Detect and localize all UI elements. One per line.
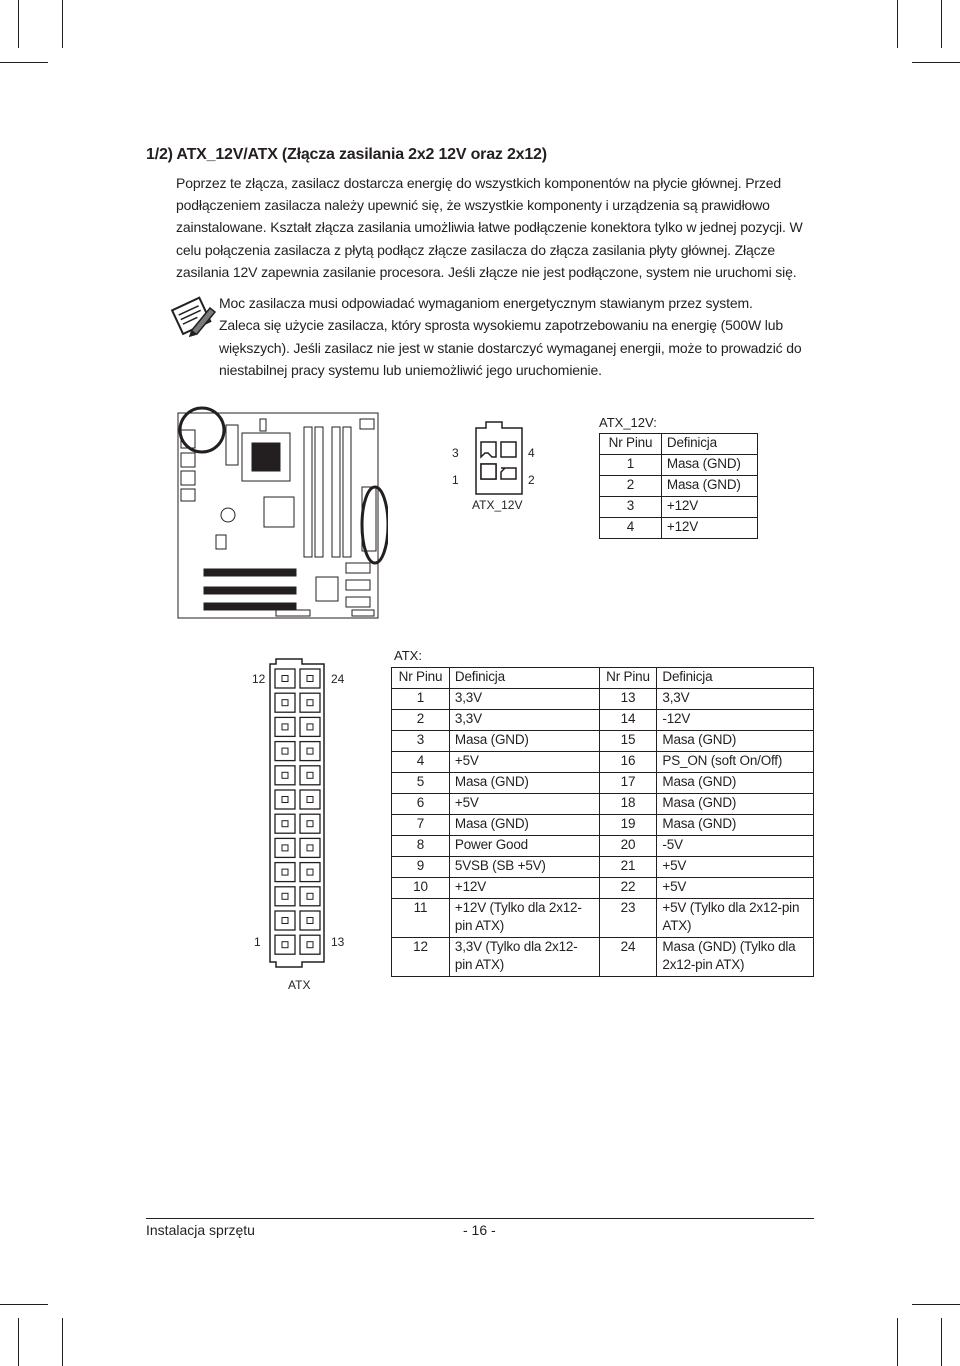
atx-pin	[275, 863, 295, 882]
crop-mark	[18, 1318, 19, 1366]
pin-number: 23	[599, 899, 657, 938]
table-row	[392, 857, 814, 878]
pin-definition: -5V	[657, 836, 814, 857]
pin-number: 2	[392, 710, 450, 731]
crop-mark	[62, 0, 63, 48]
atx-pin-table	[391, 667, 814, 977]
pin-definition: Masa (GND)	[661, 476, 757, 497]
atx-pin-label-13: 13	[331, 935, 345, 949]
atx-pin	[300, 863, 320, 882]
table-row	[392, 794, 814, 815]
pin-definition: 3,3V	[657, 689, 814, 710]
atx12v-pin-table	[599, 433, 758, 539]
atx-pin	[300, 717, 320, 736]
atx-pin	[300, 742, 320, 761]
table-row	[392, 773, 814, 794]
pin-definition: 3,3V	[449, 689, 599, 710]
pin-number: 9	[392, 857, 450, 878]
motherboard-diagram	[176, 405, 388, 625]
atx12v-pin-label-4: 4	[528, 446, 535, 460]
pin-definition: +5V (Tylko dla 2x12-pin ATX)	[657, 899, 814, 938]
pin-definition: Power Good	[449, 836, 599, 857]
pin-number: 7	[392, 815, 450, 836]
table-row	[600, 497, 758, 518]
intro-text	[176, 172, 816, 283]
atx-connector	[248, 655, 348, 995]
atx-pin	[300, 766, 320, 785]
pin-number: 12	[392, 938, 450, 977]
pin-number: 8	[392, 836, 450, 857]
atx-pin	[275, 814, 295, 833]
atx-pin	[300, 838, 320, 857]
header-definition: Definicja	[657, 668, 814, 689]
pin-definition: +5V	[449, 752, 599, 773]
pin-number: 17	[599, 773, 657, 794]
atx-pin-label-1: 1	[254, 935, 261, 949]
atx12v-pin-label-1: 1	[452, 473, 459, 487]
table-row	[392, 899, 814, 938]
table-header-row	[600, 434, 758, 455]
pin-number: 24	[599, 938, 657, 977]
crop-mark	[0, 62, 48, 63]
atx-pin	[275, 887, 295, 906]
pin-number: 1	[392, 689, 450, 710]
table-row	[392, 731, 814, 752]
crop-mark	[941, 1318, 942, 1366]
pin-number: 14	[599, 710, 657, 731]
table-row	[392, 878, 814, 899]
pin-number: 11	[392, 899, 450, 938]
atx12v-connector-outline	[440, 420, 560, 500]
pin-number: 16	[599, 752, 657, 773]
pin-number: 15	[599, 731, 657, 752]
pin-definition: +12V	[661, 518, 757, 539]
table-row	[600, 518, 758, 539]
table-row	[392, 689, 814, 710]
atx-pin	[275, 790, 295, 809]
pin-definition: PS_ON (soft On/Off)	[657, 752, 814, 773]
pin-number: 2	[600, 476, 662, 497]
pin-number: 18	[599, 794, 657, 815]
crop-mark	[62, 1318, 63, 1366]
atx-pin-label-12: 12	[252, 672, 266, 686]
atx-connector-label: ATX	[288, 978, 311, 992]
pin-number: 10	[392, 878, 450, 899]
pin-definition: +5V	[657, 857, 814, 878]
note-pencil-icon	[170, 292, 216, 338]
pin-number: 1	[600, 455, 662, 476]
pin-number: 13	[599, 689, 657, 710]
atx-table-caption: ATX:	[394, 648, 422, 663]
atx-pin	[275, 911, 295, 930]
table-row	[600, 476, 758, 497]
crop-mark	[18, 0, 19, 48]
footer-rule	[146, 1218, 814, 1219]
pin-number: 3	[600, 497, 662, 518]
pin-definition: Masa (GND)	[657, 815, 814, 836]
pin-number: 20	[599, 836, 657, 857]
crop-mark	[941, 0, 942, 48]
pin-definition: 3,3V (Tylko dla 2x12-pin ATX)	[449, 938, 599, 977]
table-header-row	[392, 668, 814, 689]
pin-definition: Masa (GND)	[657, 731, 814, 752]
atx12v-pin-label-3: 3	[452, 446, 459, 460]
table-row	[392, 752, 814, 773]
atx-pin	[300, 887, 320, 906]
pin-definition: 3,3V	[449, 710, 599, 731]
atx-pin	[275, 717, 295, 736]
pin-definition: +5V	[657, 878, 814, 899]
atx12v-connector-label: ATX_12V	[472, 498, 523, 512]
note-line: Zaleca się użycie zasilacza, który sprosta wysokiemu zapotrzebowaniu na energię (500W lub większych). Jeśli zasilacz nie jest w stanie dostarczyć wymaganej energii, może to prowadzić do niestabilnej pracy systemu lub uniemożliwić jego uruchomienie.	[219, 317, 802, 378]
pin-definition: Masa (GND)	[657, 794, 814, 815]
atx-pin	[300, 790, 320, 809]
page-number: - 16 -	[463, 1222, 496, 1238]
atx12v-connector	[440, 420, 560, 520]
crop-mark	[912, 1304, 960, 1305]
header-pin-number: Nr Pinu	[600, 434, 662, 455]
pin-definition: Masa (GND)	[657, 773, 814, 794]
crop-mark	[897, 1318, 898, 1366]
note-text	[219, 292, 829, 381]
pin-definition: Masa (GND) (Tylko dla 2x12-pin ATX)	[657, 938, 814, 977]
header-definition: Definicja	[449, 668, 599, 689]
table-row	[600, 455, 758, 476]
pin-number: 22	[599, 878, 657, 899]
atx-pin	[275, 838, 295, 857]
table-row	[392, 938, 814, 977]
table-row	[392, 710, 814, 731]
pin-definition: +5V	[449, 794, 599, 815]
atx-pin	[275, 935, 295, 954]
header-definition: Definicja	[661, 434, 757, 455]
atx-pin	[300, 693, 320, 712]
crop-mark	[0, 1304, 48, 1305]
pin-definition: +12V	[449, 878, 599, 899]
crop-mark	[897, 0, 898, 48]
pin-number: 3	[392, 731, 450, 752]
pin-definition: Masa (GND)	[449, 731, 599, 752]
pin-number: 6	[392, 794, 450, 815]
header-pin-number: Nr Pinu	[392, 668, 450, 689]
atx-connector-outline	[248, 655, 348, 981]
note-line: Moc zasilacza musi odpowiadać wymaganiom energetycznym stawianym przez system.	[219, 295, 753, 311]
table-row	[392, 836, 814, 857]
pin-definition: Masa (GND)	[661, 455, 757, 476]
pin-number: 4	[392, 752, 450, 773]
pin-definition: +12V (Tylko dla 2x12-pin ATX)	[449, 899, 599, 938]
pin-definition: 5VSB (SB +5V)	[449, 857, 599, 878]
section-title: 1/2) ATX_12V/ATX (Złącza zasilania 2x2 12V oraz 2x12)	[146, 146, 547, 163]
pin-definition: +12V	[661, 497, 757, 518]
pin-number: 19	[599, 815, 657, 836]
footer-chapter: Instalacja sprzętu	[146, 1222, 255, 1238]
pin-definition: Masa (GND)	[449, 773, 599, 794]
atx-pin	[275, 669, 295, 688]
atx-pin	[275, 742, 295, 761]
atx-pin	[300, 669, 320, 688]
crop-mark	[912, 62, 960, 63]
pin-definition: -12V	[657, 710, 814, 731]
atx-pin	[300, 935, 320, 954]
atx-pin	[275, 766, 295, 785]
atx12v-table-caption: ATX_12V:	[599, 415, 657, 430]
atx-pin	[275, 693, 295, 712]
intro-paragraph: Poprzez te złącza, zasilacz dostarcza energię do wszystkich komponentów na płycie głównej. Przed podłączeniem zasilacza należy upewnić się, że wszystkie komponenty i urządzenia są prawidłowo zainstalowane. Kształt złącza zasilania umożliwia łatwe podłączenie konektora tylko w jednej pozycji. W celu połączenia zasilacza z płytą podłącz złącze zasilacza do złącza zasilania płyty głównej. Złącze zasilania 12V zapewnia zasilanie procesora. Jeśli złącze nie jest podłączone, system nie uruchomi się.	[176, 175, 803, 280]
pin-definition: Masa (GND)	[449, 815, 599, 836]
atx-pin	[300, 911, 320, 930]
header-pin-number: Nr Pinu	[599, 668, 657, 689]
pin-number: 21	[599, 857, 657, 878]
atx12v-pin-label-2: 2	[528, 473, 535, 487]
atx-pin-label-24: 24	[331, 672, 345, 686]
pin-number: 5	[392, 773, 450, 794]
pin-number: 4	[600, 518, 662, 539]
table-row	[392, 815, 814, 836]
atx-pin	[300, 814, 320, 833]
